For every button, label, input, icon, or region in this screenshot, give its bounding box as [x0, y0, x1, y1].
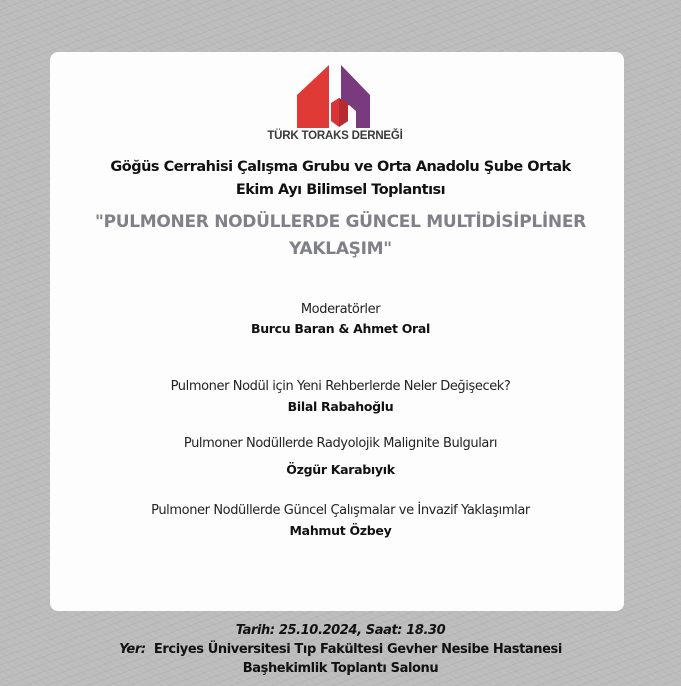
- turk-toraks-dernegi-logo-icon: [296, 63, 372, 131]
- organization-name: TÜRK TORAKS DERNEĞİ: [267, 130, 403, 142]
- venue-name: Erciyes Üniversitesi Tıp Fakültesi Gevher Nesibe Hastanesi: [153, 642, 562, 657]
- moderators-label: Moderatörler: [300, 302, 381, 317]
- talk-1-topic: Pulmoner Nodül için Yeni Rehberlerde Neler Değişecek?: [170, 379, 511, 394]
- header-line-2: Ekim Ayı Bilimsel Toplantısı: [235, 182, 446, 198]
- talk-3-topic: Pulmoner Nodüllerde Güncel Çalışmalar ve İnvazif Yaklaşımlar: [151, 503, 530, 518]
- event-title-line-2: YAKLAŞIM": [289, 239, 392, 259]
- moderators-names: Burcu Baran & Ahmet Oral: [250, 321, 431, 336]
- talk-1-speaker: Bilal Rabahoğlu: [287, 399, 394, 414]
- talk-2-topic: Pulmoner Nodüllerde Radyolojik Malignite Bulguları: [183, 436, 498, 451]
- talk-2-speaker: Özgür Karabıyık: [286, 462, 395, 477]
- event-title-line-1: "PULMONER NODÜLLERDE GÜNCEL MULTİDİSİPLİNER: [95, 212, 586, 232]
- header-line-1: Göğüs Cerrahisi Çalışma Grubu ve Orta Anadolu Şube Ortak: [110, 159, 571, 175]
- venue-label: Yer:: [119, 642, 146, 657]
- venue-line-2: Başhekimlik Toplantı Salonu: [242, 661, 439, 676]
- talk-3-speaker: Mahmut Özbey: [289, 523, 392, 538]
- date-time: Tarih: 25.10.2024, Saat: 18.30: [235, 623, 446, 638]
- venue-line-1: [0, 642, 681, 657]
